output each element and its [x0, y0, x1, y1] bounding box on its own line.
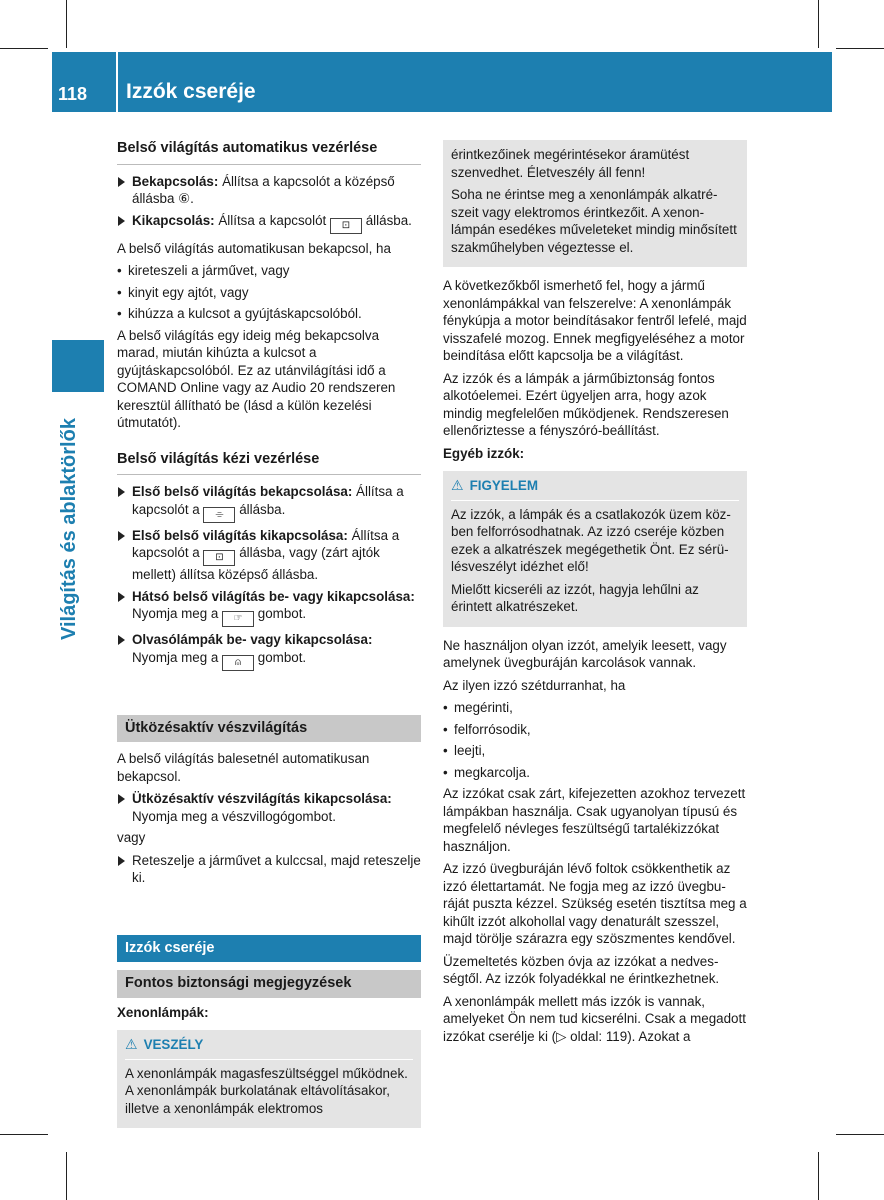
header-separator	[116, 52, 118, 112]
step-label: Hátsó belső világítás be- vagy kikapcsolása:	[132, 588, 415, 604]
step-label: Kikapcsolás:	[132, 212, 215, 228]
list-item: • leejti,	[443, 742, 747, 760]
crop-mark	[818, 0, 819, 48]
warning-title: FIGYELEM	[469, 478, 539, 493]
step-text: állásba.	[362, 212, 412, 228]
step-reading-lamps	[117, 631, 421, 671]
interior-light-icon: ⌯	[203, 507, 235, 523]
step-text: Nyomja meg a	[132, 606, 223, 621]
paragraph: A belső világítás egy ideig még bekapcsolva marad, miután kihúzta a kulcsot a gyújtáskapcsolóból. Ez az utánvilágítási idő a COMAND Online vagy az Audio 20 rendszeren keresztül állítható be (lásd a külön kezelési útmutatót).	[117, 327, 396, 430]
step-text: Nyomja meg a	[132, 649, 223, 665]
page-title: Izzók cseréje	[126, 80, 256, 103]
step-text: Nyomja meg a vészvillogógombot.	[132, 808, 336, 824]
list-item: • kireteszeli a járművet, vagy	[117, 262, 421, 280]
other-bulbs-label: Egyéb izzók:	[443, 445, 525, 461]
warning-triangle-icon: ⚠	[125, 1036, 138, 1052]
rear-light-icon: ☞	[222, 611, 254, 627]
paragraph: A belső világítás balesetnél automatikusan bekapcsol.	[117, 751, 370, 784]
warning-triangle-icon: ⚠	[451, 477, 464, 493]
warning-text: Az izzók, a lámpák és a csatlakozók üzem közben felforrósodhatnak. Az izzó cseréje közben ezek a alkatrészek megégethetik Önt. Ez sérülésveszélyt idézhet elő!	[451, 506, 731, 574]
paragraph: A xenonlámpák mellett más izzók is vannak, amelyeket Ön nem tud kicserélni. Csak a megadott izzókat cserélje ki (▷ oldal: 119). Azokat a	[443, 993, 746, 1044]
danger-box-continued	[443, 140, 747, 267]
heading-bulb-replacement: Izzók cseréje	[117, 935, 421, 963]
step-crash-off	[117, 790, 421, 825]
list-item: • kihúzza a kulcsot a gyújtáskapcsolóból.	[117, 305, 421, 323]
step-text: állásba.	[235, 501, 286, 517]
danger-text: A xenonlámpák magasfeszültséggel működnek. A xenonlámpák burkolatának eltávolításakor, illetve a xenonlámpák elektromos	[125, 1065, 408, 1116]
step-text: gombot.	[254, 606, 307, 621]
door-switch-icon: ⊡	[203, 550, 235, 566]
step-front-on	[117, 483, 421, 523]
xenon-label: Xenonlámpák:	[117, 1004, 209, 1020]
step-text: gombot.	[254, 649, 307, 665]
danger-text: érintkezőinek megérintésekor áramütést szenvedhet. Életveszély áll fenn!	[451, 147, 690, 180]
step-relock: Reteszelje a járművet a kulccsal, majd reteszelje ki.	[117, 852, 421, 887]
side-tab-marker	[52, 340, 104, 392]
heading-safety-notes: Fontos biztonsági megjegyzések	[117, 970, 421, 998]
danger-text: Soha ne érintse meg a xenonlámpák alkatrészeit vagy elektromos érintkezőit. A xenonlámpán esedékes műveleteket mindig minősített szakműhelyben végeztesse el.	[451, 187, 737, 255]
crop-mark	[836, 48, 884, 49]
crop-mark	[66, 1152, 67, 1200]
paragraph: vagy	[117, 830, 146, 845]
paragraph: Az izzó üvegburáján lévő foltok csökkenthetik az izzó élettartamát. Ne fogja meg az izzó üvegburáját puszta kézzel. Szükség esetén tisztítsa meg a kihűlt izzót alkohollal vagy denaturált szesszel, majd törölje szárazra egy szöszmentes kendővel.	[443, 861, 747, 946]
step-label: Ütközésaktív vészvilágítás kikapcsolása:	[132, 791, 392, 806]
left-column	[117, 140, 421, 1128]
list-item: • kinyit egy ajtót, vagy	[117, 284, 421, 302]
step-auto-off	[117, 212, 421, 234]
crop-mark	[0, 48, 48, 49]
danger-title: VESZÉLY	[143, 1037, 204, 1052]
danger-title-row	[125, 1036, 413, 1060]
right-column	[443, 140, 747, 1050]
danger-box	[117, 1030, 421, 1128]
step-auto-on	[117, 173, 421, 208]
list-item: • felforrósodik,	[443, 721, 747, 739]
crop-mark	[66, 0, 67, 48]
crop-mark	[836, 1134, 884, 1135]
paragraph: Az izzók és a lámpák a járműbiztonság fontos alkotóelemei. Ezért ügyeljen arra, hogy azok mindig megfelelően működjenek. Rendszeresen ellenőriztesse a fényszóró-beállítást.	[443, 370, 729, 438]
crop-mark	[0, 1134, 48, 1135]
step-text: Állítsa a kapcsolót	[214, 212, 330, 228]
step-label: Első belső világítás bekapcsolása:	[132, 484, 353, 499]
side-tab-label: Világítás és ablaktörlők	[58, 418, 80, 640]
warning-title-row	[451, 477, 739, 501]
heading-crash-lighting: Ütközésaktív vészvilágítás	[117, 715, 421, 743]
paragraph: Üzemeltetés közben óvja az izzókat a nedvességtől. Az izzók folyadékkal ne érintkezhetnek.	[443, 953, 720, 986]
step-rear-toggle	[117, 588, 421, 628]
step-label: Olvasólámpák be- vagy kikapcsolása:	[132, 632, 373, 647]
reading-lamp-icon: ⍝	[222, 655, 254, 671]
page-number: 118	[58, 84, 88, 104]
warning-box	[443, 471, 747, 627]
heading-manual-lighting: Belső világítás kézi vezérlése	[117, 451, 421, 476]
list-item: • megkarcolja.	[443, 764, 747, 782]
step-text: Állítsa a kapcsolót a középső állásba ⑥.	[132, 173, 395, 206]
door-switch-icon: ⊡	[330, 218, 362, 234]
crop-mark	[818, 1152, 819, 1200]
warning-text: Mielőtt kicseréli az izzót, hagyja lehűlni az érintett alkatrészeket.	[451, 581, 699, 614]
paragraph: Ne használjon olyan izzót, amelyik leesett, vagy amelynek üvegburáján karcolások vannak.	[443, 637, 727, 670]
paragraph: Az izzókat csak zárt, kifejezetten azokhoz tervezett lámpákban használja. Csak ugyanolyan típusú és megfelelő névleges feszültségű tartalékizzókat használjon.	[443, 786, 746, 854]
list-item: • megérinti,	[443, 699, 747, 717]
paragraph: A belső világítás automatikusan bekapcsol, ha	[117, 240, 391, 256]
step-text: állásba, vagy (zárt ajtók mellett) állítsa középső állásba.	[132, 545, 380, 582]
step-label: Bekapcsolás:	[132, 173, 219, 189]
step-text: Állítsa a kapcsolót a	[132, 484, 404, 517]
step-label: Első belső világítás kikapcsolása:	[132, 527, 348, 543]
step-front-off	[117, 527, 421, 584]
paragraph: A következőkből ismerhető fel, hogy a jármű xenonlámpákkal van felszerelve: A xenonlámpák fénykúpja a motor beindításakor fentről lefelé, majd visszafelé mozog. Ennek megfigyeléséhez a motor beindítása előtt kapcsolja be a világítást.	[443, 278, 747, 363]
heading-auto-lighting: Belső világítás automatikus vezérlése	[117, 140, 421, 165]
paragraph: Az ilyen izzó szétdurranhat, ha	[443, 677, 626, 693]
step-text: Állítsa a kapcsolót a	[132, 527, 400, 560]
